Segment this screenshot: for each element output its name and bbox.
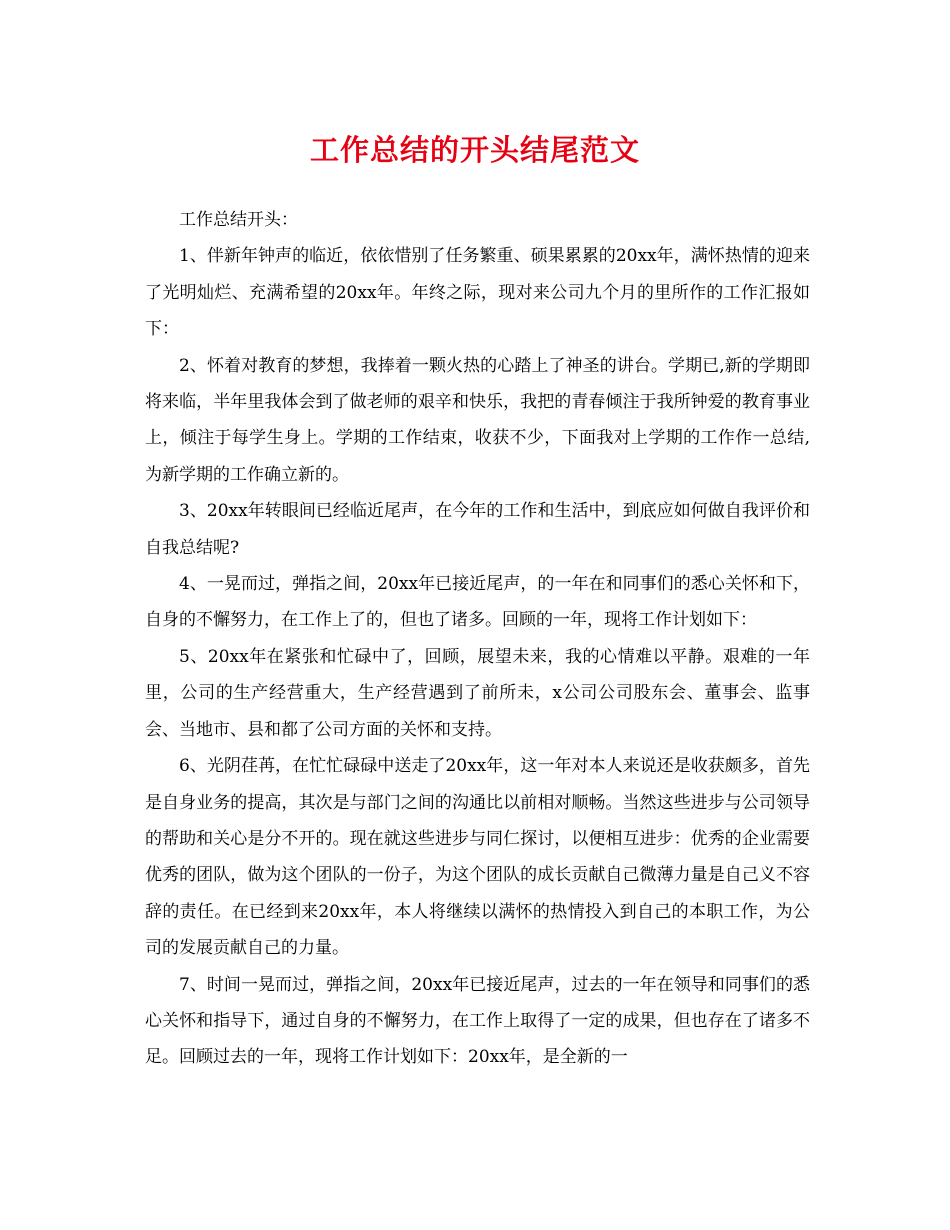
paragraph-item-7: 7、时间一晃而过，弹指之间，20xx年已接近尾声，过去的一年在领导和同事们的悉心关怀和指导下，通过自身的不懈努力，在工作上取得了一定的成果，但也存在了诸多不足。回顾过去的一年，现将工作计划如下：20xx年，是全新的一 xyxy=(145,974,810,1068)
document-body xyxy=(145,202,810,1076)
paragraph-heading: 工作总结开头： xyxy=(179,210,298,230)
document-title: 工作总结的开头结尾范文 xyxy=(309,133,640,167)
paragraph-item-3: 3、20xx年转眼间已经临近尾声，在今年的工作和生活中，到底应如何做自我评价和自我总结呢? xyxy=(145,501,810,558)
paragraph-item-6: 6、光阴荏苒，在忙忙碌碌中送走了20xx年，这一年对本人来说还是收获颇多，首先是自身业务的提高，其次是与部门之间的沟通比以前相对顺畅。当然这些进步与公司领导的帮助和关心是分不开的。现在就这些进步与同仁探讨，以便相互进步：优秀的企业需要优秀的团队，做为这个团队的一份子，为这个团队的成长贡献自己微薄力量是自己义不容辞的责任。在已经到来20xx年，本人将继续以满怀的热情投入到自己的本职工作，为公司的发展贡献自己的力量。 xyxy=(145,756,810,959)
paragraph-item-1: 1、伴新年钟声的临近，依依惜别了任务繁重、硕果累累的20xx年，满怀热情的迎来了光明灿烂、充满希望的20xx年。年终之际，现对来公司九个月的里所作的工作汇报如下： xyxy=(145,246,810,340)
paragraph-item-5: 5、20xx年在紧张和忙碌中了，回顾，展望未来，我的心情难以平静。艰难的一年里，公司的生产经营重大，生产经营遇到了前所未，x公司公司股东会、董事会、监事会、当地市、县和都了公司方面的关怀和支持。 xyxy=(145,646,810,740)
paragraph-item-2: 2、怀着对教育的梦想，我捧着一颗火热的心踏上了神圣的讲台。学期已,新的学期即将来临，半年里我体会到了做老师的艰辛和快乐，我把的青春倾注于我所钟爱的教育事业上，倾注于每学生身上。学期的工作结束，收获不少，下面我对上学期的工作作一总结,为新学期的工作确立新的。 xyxy=(145,355,810,485)
paragraph-item-4: 4、一晃而过，弹指之间，20xx年已接近尾声，的一年在和同事们的悉心关怀和下，自身的不懈努力，在工作上了的，但也了诸多。回顾的一年，现将工作计划如下： xyxy=(145,574,810,631)
